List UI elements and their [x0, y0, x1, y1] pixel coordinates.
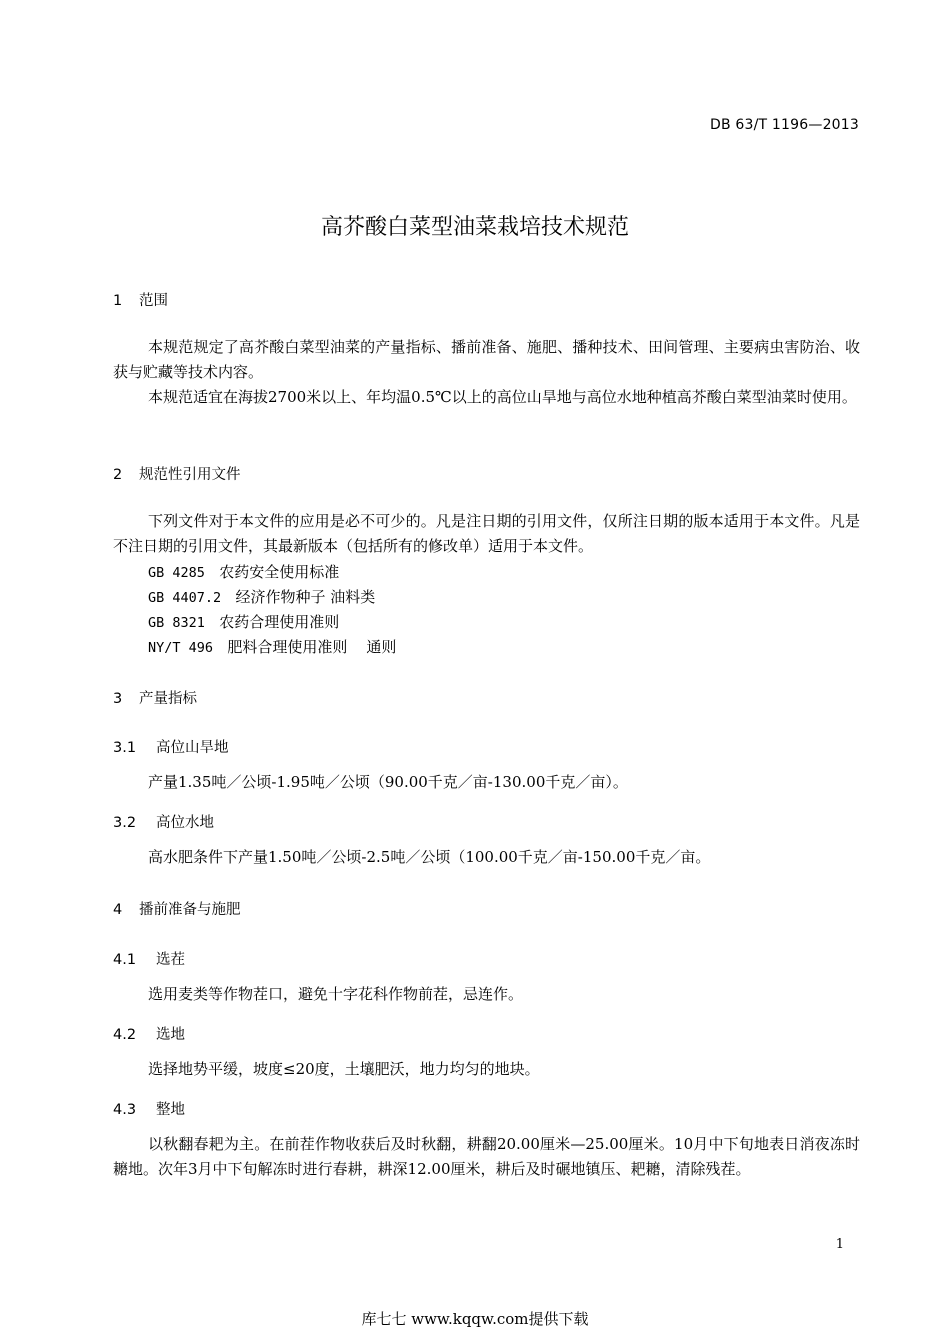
reference-item — [148, 611, 339, 632]
reference-name: 肥料合理使用准则 通则 — [227, 638, 397, 656]
subsection-4-1-text: 选用麦类等作物茬口，避免十字花科作物前茬，忌连作。 — [148, 985, 524, 1003]
page-number: 1 — [835, 1237, 844, 1252]
subsection-number: 3.1 — [113, 740, 137, 756]
subsection-title: 选地 — [156, 1027, 185, 1043]
section-1-heading — [113, 289, 168, 310]
subsection-4-3-text: 以秋翻春耙为主。在前茬作物收获后及时秋翻，耕翻20.00厘米—25.00厘米。10月中下旬地表日消夜冻时耱地。次年3月中下旬解冻时进行春耕，耕深12.00厘米，耕后及时碾地镇压、耙耱，清除残茬。 — [113, 1135, 860, 1178]
subsection-4-1-heading — [113, 948, 185, 969]
reference-item — [148, 561, 339, 582]
section-number: 3 — [113, 691, 123, 707]
section-4-heading — [113, 898, 241, 919]
section-title: 播前准备与施肥 — [139, 902, 241, 918]
section-number: 4 — [113, 902, 123, 918]
section-title: 规范性引用文件 — [139, 467, 241, 483]
subsection-3-1-heading — [113, 736, 229, 757]
subsection-number: 4.3 — [113, 1102, 137, 1118]
subsection-3-2-heading — [113, 811, 214, 832]
document-title: 高芥酸白菜型油菜栽培技术规范 — [320, 215, 629, 240]
section-number: 1 — [113, 293, 123, 309]
section-1-paragraph-1: 本规范规定了高芥酸白菜型油菜的产量指标、播前准备、施肥、播种技术、田间管理、主要病虫害防治、收获与贮藏等技术内容。 — [113, 338, 860, 381]
standard-code: DB 63/T 1196—2013 — [709, 117, 859, 133]
subsection-3-1-text: 产量1.35吨／公顷-1.95吨／公顷（90.00千克／亩-130.00千克／亩）。 — [148, 773, 628, 791]
section-3-heading — [113, 687, 197, 708]
reference-code: GB 8321 — [148, 615, 205, 631]
subsection-4-2-text: 选择地势平缓，坡度≤20度，土壤肥沃，地力均匀的地块。 — [148, 1060, 540, 1078]
download-footer: 库七七 www.kqqw.com提供下载 — [361, 1310, 589, 1328]
section-1-paragraph-2: 本规范适宜在海拔2700米以上、年均温0.5℃以上的高位山旱地与高位水地种植高芥酸白菜型油菜时使用。 — [148, 388, 857, 406]
section-title: 产量指标 — [139, 691, 197, 707]
reference-item — [148, 636, 396, 657]
reference-name: 经济作物种子 油料类 — [235, 588, 376, 606]
reference-code: GB 4407.2 — [148, 590, 222, 606]
subsection-title: 高位山旱地 — [156, 740, 229, 756]
subsection-title: 选茬 — [156, 952, 185, 968]
reference-code: NY/T 496 — [148, 640, 214, 656]
subsection-title: 整地 — [156, 1102, 185, 1118]
subsection-title: 高位水地 — [156, 815, 214, 831]
reference-item — [148, 586, 375, 607]
subsection-number: 3.2 — [113, 815, 137, 831]
section-title: 范围 — [139, 293, 168, 309]
section-number: 2 — [113, 467, 123, 483]
section-2-heading — [113, 463, 241, 484]
subsection-3-2-text: 高水肥条件下产量1.50吨／公顷-2.5吨／公顷（100.00千克／亩-150.00千克／亩。 — [148, 848, 711, 866]
subsection-number: 4.1 — [113, 952, 137, 968]
section-2-paragraph-1: 下列文件对于本文件的应用是必不可少的。凡是注日期的引用文件，仅所注日期的版本适用于本文件。凡是不注日期的引用文件，其最新版本（包括所有的修改单）适用于本文件。 — [113, 512, 860, 555]
subsection-4-3-heading — [113, 1098, 185, 1119]
reference-name: 农药安全使用标准 — [219, 563, 340, 581]
reference-name: 农药合理使用准则 — [219, 613, 340, 631]
subsection-4-2-heading — [113, 1023, 185, 1044]
reference-code: GB 4285 — [148, 565, 205, 581]
subsection-number: 4.2 — [113, 1027, 137, 1043]
